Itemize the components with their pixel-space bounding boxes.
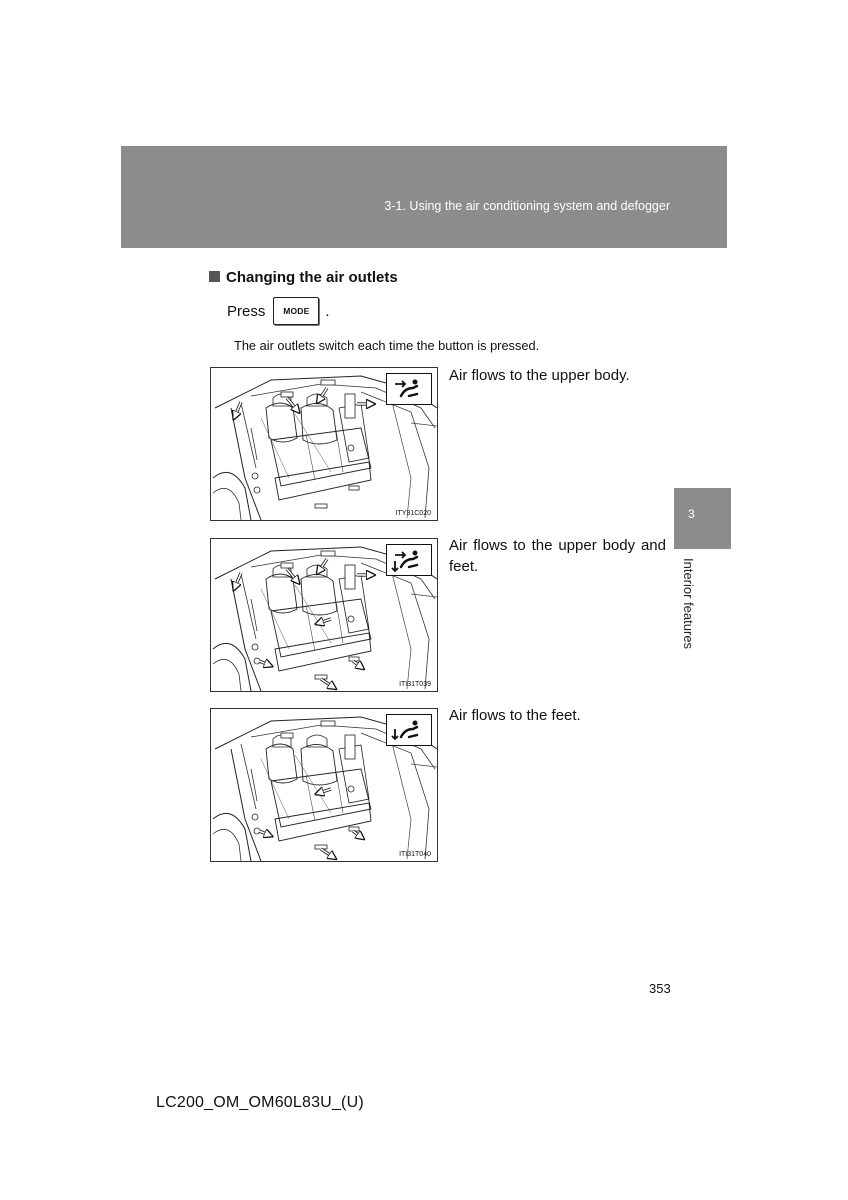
figure-description: Air flows to the feet. [449, 707, 581, 724]
figure-feet [210, 708, 438, 862]
section-heading-text: Changing the air outlets [226, 269, 398, 286]
figure-upper-body [210, 367, 438, 521]
chapter-label: Interior features [681, 558, 696, 650]
document-code: LC200_OM_OM60L83U_(U) [156, 1094, 364, 1111]
header-band [121, 146, 727, 248]
feet-airflow-icon [386, 714, 432, 746]
upper-body-airflow-icon [386, 373, 432, 405]
body-and-feet-airflow-icon [386, 544, 432, 576]
chapter-tab[interactable] [674, 488, 731, 549]
figure-code: ITI31T039 [399, 681, 431, 688]
press-label: Press [227, 302, 266, 320]
figure-description: Air flows to the upper body and feet. [449, 537, 666, 575]
figure-code: ITY31C020 [395, 510, 431, 517]
chapter-number: 3 [688, 507, 695, 521]
section-heading [209, 269, 398, 286]
note-text: The air outlets switch each time the button is pressed. [234, 338, 540, 353]
mode-button[interactable]: MODE [273, 297, 319, 325]
figure-description: Air flows to the upper body. [449, 367, 630, 384]
figure-body-and-feet [210, 538, 438, 692]
instruction-period: . [325, 302, 330, 320]
section-title: 3-1. Using the air conditioning system and defogger [384, 199, 670, 213]
press-instruction [227, 296, 330, 326]
square-bullet-icon [209, 271, 220, 282]
figure-code: ITI31T040 [399, 851, 431, 858]
page-number: 353 [649, 981, 671, 996]
